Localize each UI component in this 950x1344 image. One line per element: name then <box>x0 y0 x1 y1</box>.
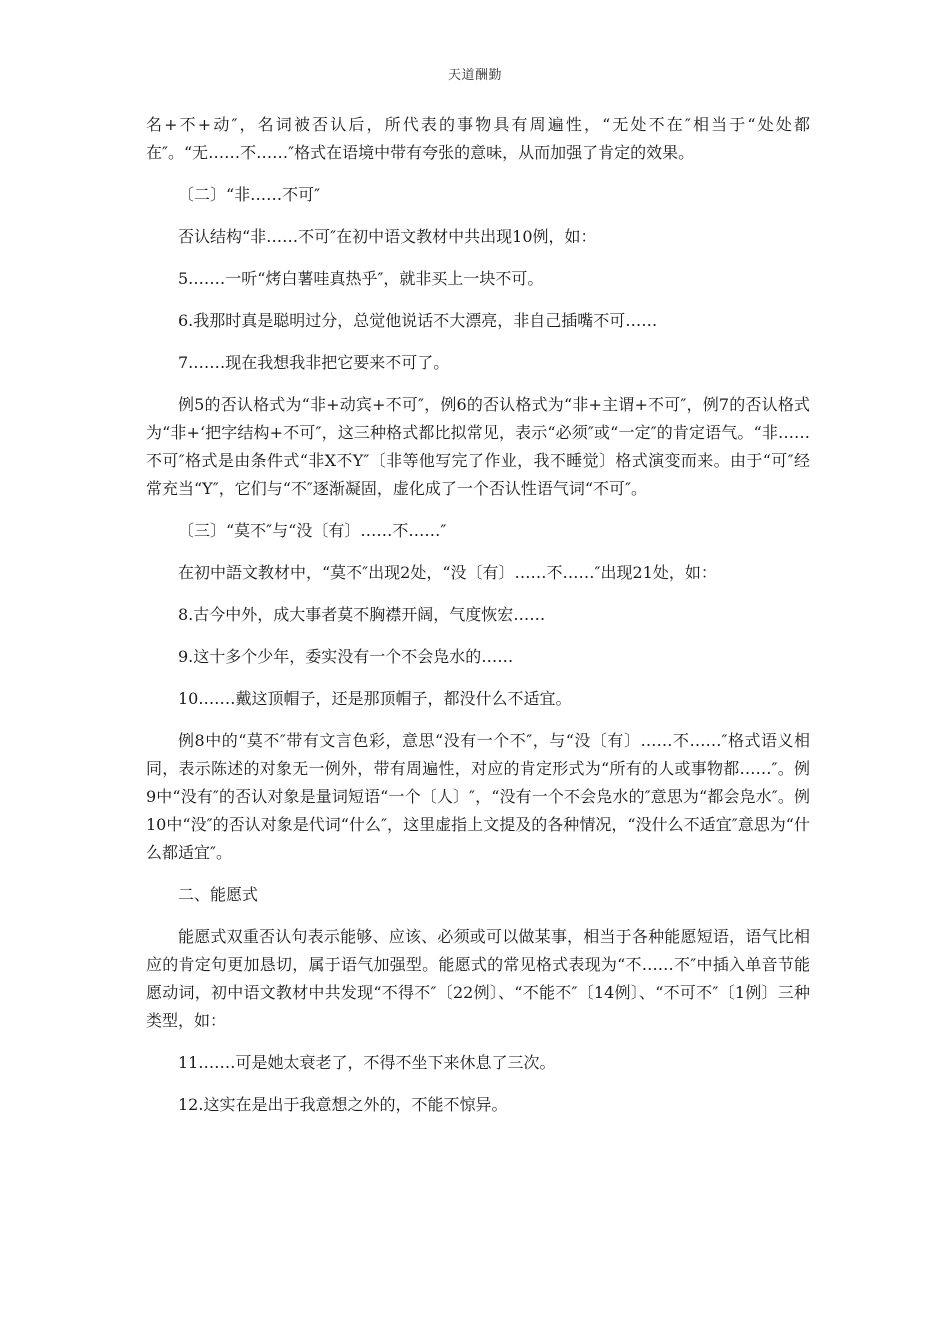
page-header: 天道酬勤 <box>447 68 502 83</box>
example-8: 8.古今中外，成大事者莫不胸襟开阔，气度恢宏…… <box>178 605 546 624</box>
example-7: 7.……现在我想我非把它要来不可了。 <box>178 353 450 372</box>
paragraph-continuation: 名+不+动″，名词被否认后，所代表的事物具有周遍性，“无处不在″相当于“处处都在″。“无……不……″格式在语境中带有夸张的意味，从而加强了肯定的效果。 <box>146 115 810 162</box>
paragraph-analysis-mobu: 例8中的“莫不″带有文言色彩，意思“没有一个不″，与“没〔有〕……不……″格式语义相同，表示陈述的对象无一例外，带有周遍性，对应的肯定形式为“所有的人或事物都……″。例9中“没有″的否认对象是量词短语“一个〔人〕″，“没有一个不会凫水的″意思为“都会凫水″。例10中“没″的否认对象是代词“什么″，这里虚指上文提及的各种情况，“没什么不适宜″意思为“什么都适宜″。 <box>146 731 810 862</box>
section-heading-mobu: 〔三〕“莫不″与“没〔有〕……不……″ <box>178 521 447 540</box>
example-12: 12.这实在是出于我意想之外的，不能不惊异。 <box>178 1095 508 1114</box>
example-11: 11.……可是她太衰老了，不得不坐下来休息了三次。 <box>178 1053 556 1072</box>
example-9: 9.这十多个少年，委实没有一个不会凫水的…… <box>178 647 514 666</box>
example-10: 10.……戴这顶帽子，还是那顶帽子，都没什么不适宜。 <box>178 689 572 708</box>
paragraph-analysis-fei-buke: 例5的否认格式为“非+动宾+不可″，例6的否认格式为“非+主谓+不可″，例7的否认格式为“非+‘把字结构+不可″，这三种格式都比拟常见，表示“必须″或“一定″的肯定语气。“非……不可″格式是由条件式“非X不Y″〔非等他写完了作业，我不睡觉〕格式演变而来。由于“可″经常充当“Y″，它们与“不″逐渐凝固，虚化成了一个否认性语气词“不可″。 <box>146 395 810 498</box>
section-heading-fei-buke: 〔二〕“非……不可″ <box>178 185 321 204</box>
document-body <box>146 111 810 1119</box>
example-6: 6.我那时真是聪明过分，总觉他说话不大漂亮，非自己插嘴不可…… <box>178 311 658 330</box>
paragraph-intro-mobu: 在初中語文教材中，“莫不″出现2处，“没〔有〕……不……″出现21处，如： <box>178 563 717 582</box>
example-5: 5.……一听“烤白薯哇真热乎″，就非买上一块不可。 <box>178 269 544 288</box>
paragraph-intro-fei-buke: 否认结构“非……不可″在初中语文教材中共出现10例，如： <box>178 227 597 246</box>
paragraph-nengyuan: 能愿式双重否认句表示能够、应该、必须或可以做某事，相当于各种能愿短语，语气比相应的肯定句更加恳切，属于语气加强型。能愿式的常见格式表现为“不……不″中插入单音节能愿动词，初中语文教材中共发现“不得不″〔22例〕、“不能不″〔14例〕、“不可不″〔1例〕三种类型，如： <box>146 927 810 1030</box>
section-heading-nengyuan: 二、能愿式 <box>178 885 259 904</box>
